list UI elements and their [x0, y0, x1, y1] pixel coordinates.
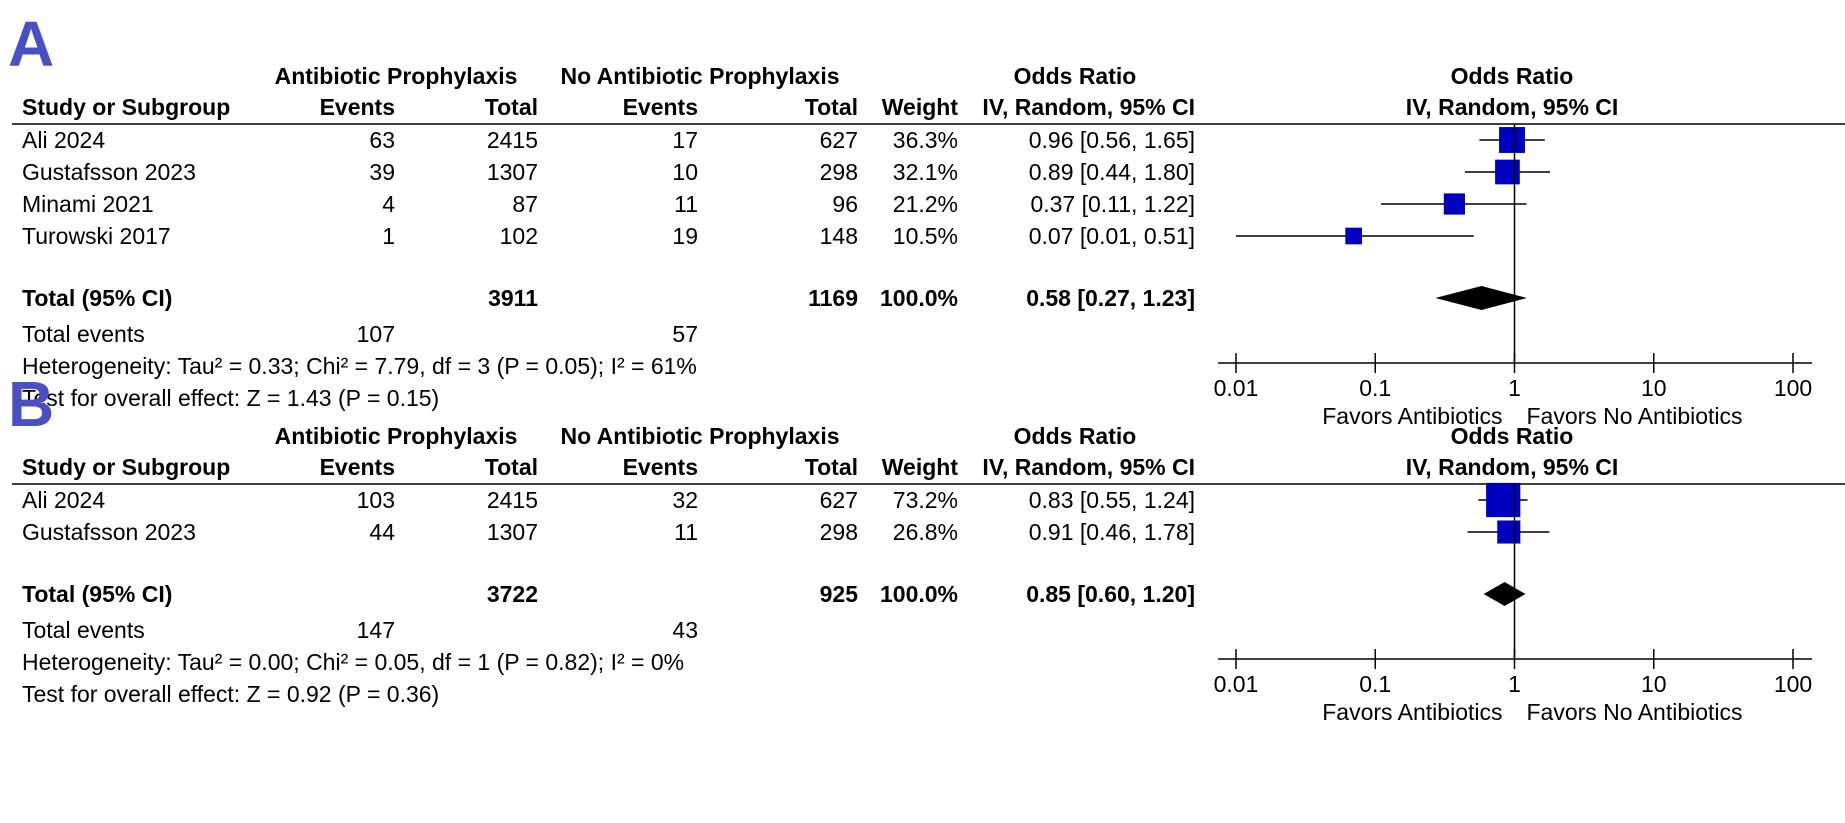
events-treatment: 63: [369, 127, 395, 153]
events-control: 19: [672, 223, 698, 249]
column-header-events-treatment: Events: [319, 454, 395, 480]
column-header-events-control: Events: [622, 94, 698, 120]
point-estimate-square: [1495, 160, 1520, 185]
total-row: [22, 581, 1526, 607]
total-events-control: 57: [672, 321, 698, 347]
weight: 21.2%: [892, 191, 958, 217]
column-header-weight: Weight: [881, 94, 958, 120]
x-tick-label: 1: [1508, 671, 1521, 697]
total-control: 627: [819, 127, 858, 153]
total-events-treatment: 147: [356, 617, 395, 643]
overall-effect-test: Test for overall effect: Z = 1.43 (P = 0.15): [22, 385, 440, 411]
column-header-total-control: Total: [804, 94, 858, 120]
total-control: 148: [819, 223, 858, 249]
study-name: Ali 2024: [22, 127, 106, 153]
study-row: [22, 519, 1549, 545]
group-header-treatment: Antibiotic Prophylaxis: [274, 63, 518, 89]
plot-header: Odds Ratio: [1450, 63, 1574, 89]
odds-ratio-ci: 0.37 [0.11, 1.22]: [1030, 191, 1195, 217]
column-header-total-control: Total: [804, 454, 858, 480]
heterogeneity-stats: Heterogeneity: Tau² = 0.00; Chi² = 0.05, df = 1 (P = 0.82); I² = 0%: [22, 649, 685, 675]
column-header-total-treatment: Total: [484, 454, 538, 480]
total-weight: 100.0%: [879, 581, 958, 607]
events-treatment: 1: [382, 223, 395, 249]
total-odds-ratio-ci: 0.85 [0.60, 1.20]: [1026, 581, 1195, 607]
odds-ratio-ci: 0.07 [0.01, 0.51]: [1028, 223, 1195, 249]
odds-ratio-ci: 0.96 [0.56, 1.65]: [1028, 127, 1195, 153]
column-header-study: Study or Subgroup: [22, 454, 231, 480]
total-weight: 100.0%: [879, 285, 958, 311]
total-control: 627: [819, 487, 858, 513]
point-estimate-square: [1345, 228, 1362, 245]
total-control: 1169: [808, 285, 858, 311]
weight: 32.1%: [892, 159, 958, 185]
group-header-control: No Antibiotic Prophylaxis: [560, 63, 840, 89]
total-treatment: 102: [499, 223, 538, 249]
total-events-row: [22, 617, 698, 643]
events-control: 11: [674, 519, 698, 545]
total-treatment: 2415: [486, 127, 538, 153]
total-treatment: 3722: [486, 581, 538, 607]
study-name: Ali 2024: [22, 487, 106, 513]
odds-ratio-ci: 0.91 [0.46, 1.78]: [1028, 519, 1195, 545]
point-estimate-square: [1499, 127, 1525, 153]
panel-label: A: [8, 8, 55, 80]
total-label: Total (95% CI): [22, 581, 173, 607]
total-treatment: 3911: [488, 285, 538, 311]
group-header-treatment: Antibiotic Prophylaxis: [274, 423, 518, 449]
plot-subheader: IV, Random, 95% CI: [1405, 454, 1619, 480]
overall-effect-test: Test for overall effect: Z = 0.92 (P = 0.36): [22, 681, 440, 707]
x-tick-label: 100: [1773, 375, 1813, 401]
favors-left-label: Favors Antibiotics: [1322, 403, 1503, 429]
total-events-control: 43: [672, 617, 698, 643]
group-header-control: No Antibiotic Prophylaxis: [560, 423, 840, 449]
total-control: 298: [819, 159, 858, 185]
odds-ratio-ci: 0.89 [0.44, 1.80]: [1028, 159, 1195, 185]
x-tick-label: 0.01: [1213, 375, 1259, 401]
events-treatment: 4: [382, 191, 395, 217]
events-control: 32: [672, 487, 698, 513]
total-treatment: 2415: [486, 487, 538, 513]
events-treatment: 44: [369, 519, 395, 545]
total-control: 925: [819, 581, 858, 607]
total-odds-ratio-ci: 0.58 [0.27, 1.23]: [1026, 285, 1195, 311]
events-control: 17: [672, 127, 698, 153]
x-tick-label: 0.1: [1359, 375, 1392, 401]
total-treatment: 87: [512, 191, 538, 217]
study-row: [22, 223, 1474, 249]
favors-right-label: Favors No Antibiotics: [1526, 403, 1743, 429]
total-events-label: Total events: [22, 617, 145, 643]
events-treatment: 39: [369, 159, 395, 185]
favors-left-label: Favors Antibiotics: [1322, 699, 1503, 725]
study-row: [22, 127, 1545, 153]
column-header-study: Study or Subgroup: [22, 94, 231, 120]
x-tick-label: 1: [1508, 375, 1521, 401]
odds-ratio-ci: 0.83 [0.55, 1.24]: [1028, 487, 1195, 513]
x-tick-label: 0.1: [1359, 671, 1392, 697]
events-treatment: 103: [356, 487, 395, 513]
plot-header: Odds Ratio: [1450, 423, 1574, 449]
column-header-ci: IV, Random, 95% CI: [982, 94, 1195, 120]
column-header-ci: IV, Random, 95% CI: [982, 454, 1195, 480]
study-name: Turowski 2017: [22, 223, 171, 249]
or-column-header: Odds Ratio: [1013, 423, 1137, 449]
column-header-weight: Weight: [881, 454, 958, 480]
or-column-header: Odds Ratio: [1013, 63, 1137, 89]
total-control: 298: [819, 519, 858, 545]
point-estimate-square: [1444, 193, 1465, 214]
pooled-estimate-diamond: [1484, 582, 1526, 606]
point-estimate-square: [1497, 520, 1520, 543]
total-row: [22, 285, 1527, 311]
forest-panel-a: [8, 8, 1845, 429]
heterogeneity-stats: Heterogeneity: Tau² = 0.33; Chi² = 7.79, df = 3 (P = 0.05); I² = 61%: [22, 353, 697, 379]
events-control: 10: [672, 159, 698, 185]
total-treatment: 1307: [486, 519, 538, 545]
x-tick-label: 0.01: [1213, 671, 1259, 697]
study-row: [22, 483, 1528, 517]
weight: 10.5%: [892, 223, 958, 249]
total-label: Total (95% CI): [22, 285, 173, 311]
events-control: 11: [674, 191, 698, 217]
study-row: [22, 191, 1527, 217]
x-tick-label: 10: [1640, 375, 1667, 401]
weight: 36.3%: [892, 127, 958, 153]
study-name: Minami 2021: [22, 191, 154, 217]
total-treatment: 1307: [486, 159, 538, 185]
plot-subheader: IV, Random, 95% CI: [1405, 94, 1619, 120]
pooled-estimate-diamond: [1435, 286, 1527, 310]
total-events-row: [22, 321, 698, 347]
total-events-label: Total events: [22, 321, 145, 347]
favors-right-label: Favors No Antibiotics: [1526, 699, 1743, 725]
x-tick-label: 100: [1773, 671, 1813, 697]
total-events-treatment: 107: [356, 321, 395, 347]
panel-label: B: [8, 368, 55, 440]
total-control: 96: [832, 191, 858, 217]
study-row: [22, 159, 1550, 185]
weight: 26.8%: [892, 519, 958, 545]
column-header-events-treatment: Events: [319, 94, 395, 120]
study-name: Gustafsson 2023: [22, 159, 196, 185]
study-name: Gustafsson 2023: [22, 519, 196, 545]
weight: 73.2%: [892, 487, 958, 513]
x-tick-label: 10: [1640, 671, 1667, 697]
column-header-total-treatment: Total: [484, 94, 538, 120]
column-header-events-control: Events: [622, 454, 698, 480]
